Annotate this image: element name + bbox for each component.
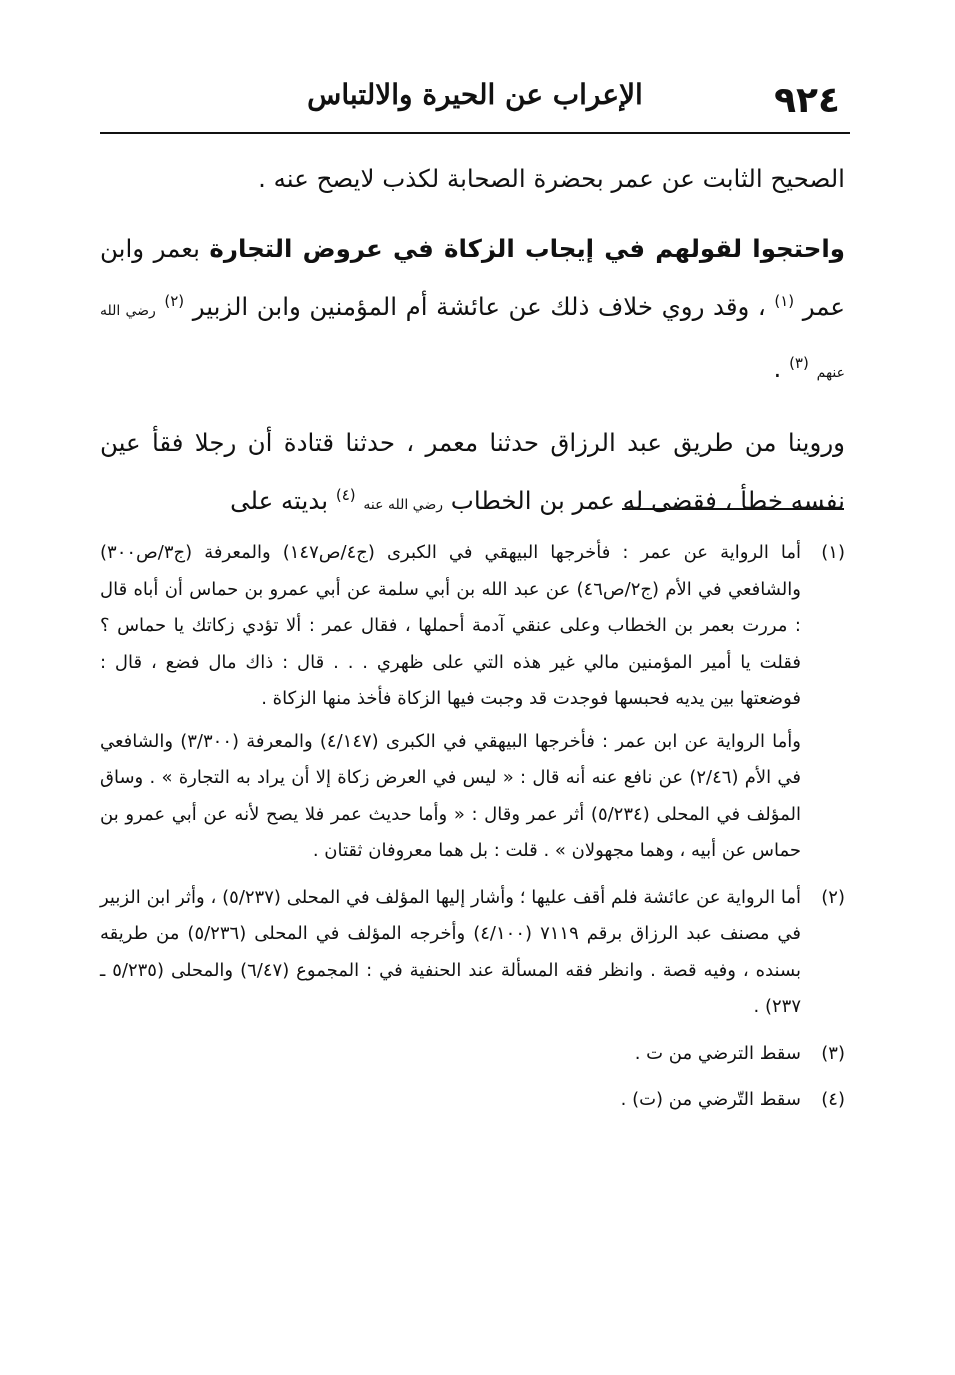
paragraph-3 [100,414,845,534]
footnote-2 [100,880,845,1032]
honorific-glyph: رضي الله عنه [363,497,444,513]
footnote-separator [622,508,844,510]
footnote-body [100,535,801,876]
footnote-number: (٤) [821,1089,845,1110]
footnote-1 [100,535,845,876]
paragraph-2-text-1: بعمر وابن عمر [100,234,845,321]
running-title: الإعراب عن الحيرة والالتباس [307,78,643,111]
footnote-number: (٢) [821,886,845,908]
footnote-4 [100,1082,845,1125]
paragraph-1: الصحيح الثابت عن عمر بحضرة الصحابة لكذب لايصح عنه . [258,164,845,193]
footnote-body [100,1082,801,1125]
footnote-body [100,1036,801,1079]
page-header [100,70,850,134]
footnote-ref-2[interactable]: (٢) [164,291,185,310]
footnote-number: (١) [821,542,845,563]
footnote-number: (٣) [821,1042,845,1064]
page-number: ٩٢٤ [774,80,840,121]
paragraph-2 [100,220,845,402]
main-text [100,150,845,546]
header-rule [100,132,850,134]
paragraph-2-lead: واحتجوا لقولهم في إيجاب الزكاة في عروض التجارة [209,234,845,263]
paragraph-3-text-1: وروينا من طريق عبد الرزاق حدثنا معمر ، حدثنا قتادة أن رجلا فقأ عين نفسه خطأ ، فقضى له عمر بن الخطاب [100,428,845,515]
footnotes [100,535,845,1129]
footnote-paragraph: سقط الترضي من ت . [634,1042,801,1064]
footnote-ref-1[interactable]: (١) [774,291,795,310]
footnote-paragraph: أما الرواية عن عمر : فأخرجها البيهقي في الكبرى (ج٤/ص١٤٧) والمعرفة (ج٣/ص٣٠٠) والشافعي في الأم (ج٢/ص٤٦) عن عبد الله بن أبي سلمة عن أبي عمرو بن حماس أن أباه قال : مررت بعمر بن الخطاب وعلى عنقي آدمة أحملها ، فقال عمر : ألا تؤدي زكاتك يا حماس ؟ فقلت يا أمير المؤمنين مالي غير هذه التي على ظهري . . . قال : ذاك مال فضع ، قال : فوضعتها بين يديه فحبسها فوجدت قد وجبت فيها الزكاة فأخذ منها الزكاة . [100,542,802,709]
footnote-body [100,880,801,1032]
footnote-paragraph: وأما الرواية عن ابن عمر : فأخرجها البيهقي في الكبرى (٤/١٤٧) والمعرفة (٣/٣٠٠) والشافعي في الأم (٢/٤٦) عن نافع عنه أنه قال : « ليس في العرض زكاة إلا أن يراد به التجارة » . وساق المؤلف في المحلى (٥/٢٣٤) أثر عمر وقال : « وأما حديث عمر فلا يصح لأنه عن أبي عمرو بن حماس عن أبيه ، وهما مجهولان » . قلت : بل هما معروفان ثقتان . [100,730,801,861]
footnote-paragraph: سقط التّرضي من (ت) . [620,1089,801,1110]
paragraph-3-text-2: بديته على [230,486,336,515]
honorific-glyph: رضي الله عنهم [100,303,845,381]
footnote-paragraph: أما الرواية عن عائشة فلم أقف عليها ؛ وأشار إليها المؤلف في المحلى (٥/٢٣٧) ، وأثر ابن الزبير في مصنف عبد الرزاق برقم ٧١١٩ (٤/١٠٠) وأخرجه المؤلف في المحلى (٥/٢٣٦) من طريقه بسنده ، وفيه قصة . وانظر فقه المسألة عند الحنفية في : المجموع (٦/٤٧) والمحلى (٥/٢٣٥ ـ ٢٣٧) . [100,886,802,1017]
paragraph-2-text-2: ، وقد روي خلاف ذلك عن عائشة أم المؤمنين وابن الزبير [184,292,775,321]
paragraph-2-text-3: . [773,354,790,383]
footnote-ref-4[interactable]: (٤) [335,485,356,504]
footnote-3 [100,1036,845,1079]
footnote-ref-3[interactable]: (٣) [789,353,809,372]
